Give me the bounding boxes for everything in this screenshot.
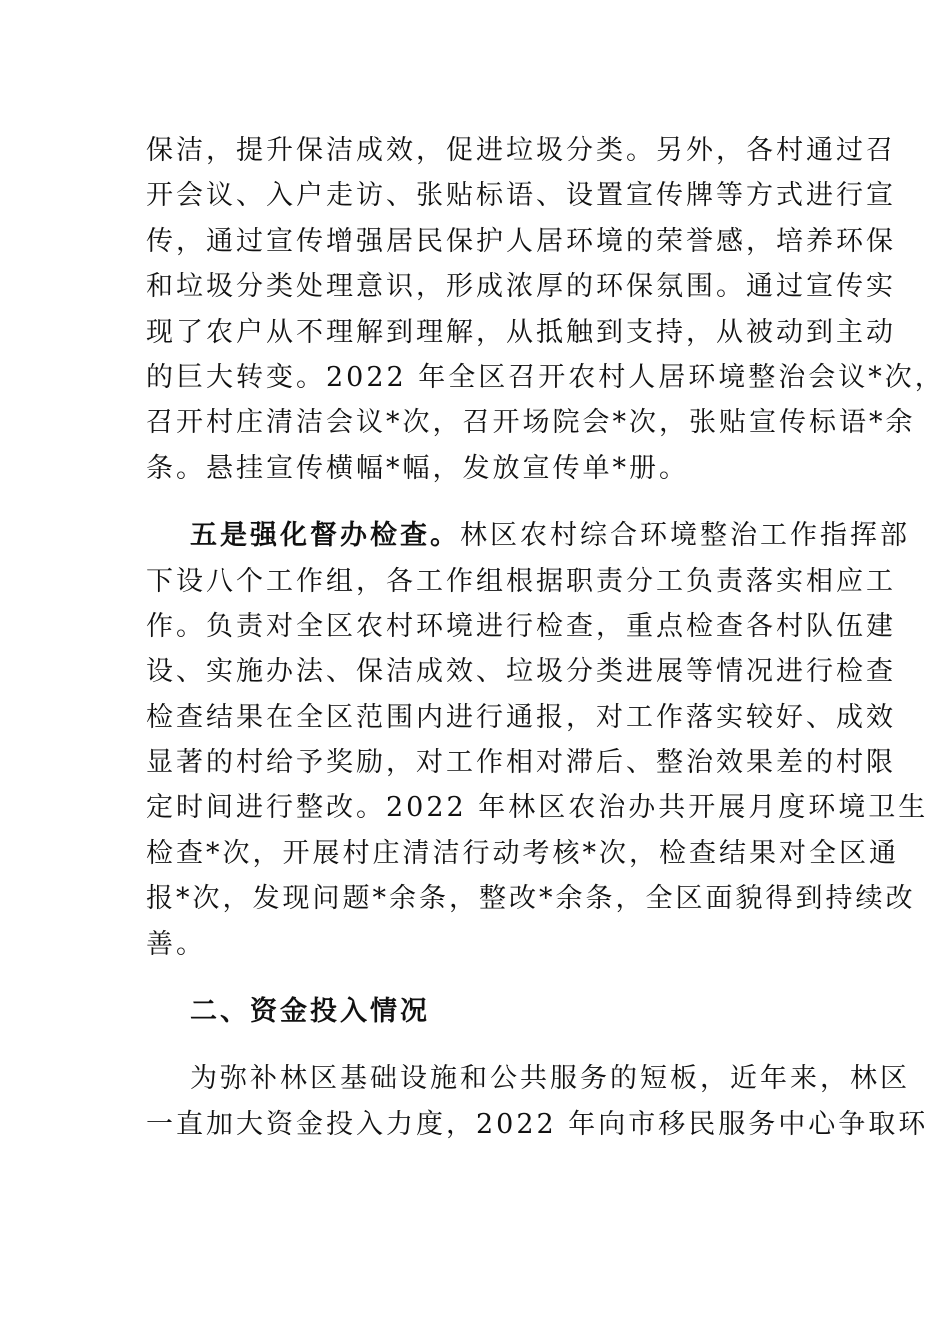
text-line: 和垃圾分类处理意识，形成浓厚的环保氛围。通过宣传实	[146, 271, 896, 303]
paragraph-lead-phrase: 五是强化督办检查。	[190, 520, 460, 552]
paragraph-spacer	[146, 967, 810, 989]
text-run: 林区农村综合环境整治工作指挥部	[460, 520, 910, 552]
text-line: 善。	[146, 928, 206, 960]
paragraph-funding	[146, 1056, 929, 1147]
text-line: 条。悬挂宣传横幅*幅，发放宣传单*册。	[146, 452, 689, 484]
text-line: 召开村庄清洁会议*次，召开场院会*次，张贴宣传标语*余	[146, 407, 916, 439]
document-page	[146, 128, 945, 1147]
text-line: 检查结果在全区范围内进行通报，对工作落实较好、成效	[146, 701, 896, 733]
text-line: 下设八个工作组，各工作组根据职责分工负责落实相应工	[146, 565, 896, 597]
text-line: 保洁，提升保洁成效，促进垃圾分类。另外，各村通过召	[146, 135, 896, 166]
paragraph-supervision	[146, 513, 929, 967]
text-line: 为弥补林区基础设施和公共服务的短板，近年来，林区	[190, 1063, 910, 1095]
text-line: 显著的村给予奖励，对工作相对滞后、整治效果差的村限	[146, 747, 896, 779]
text-line: 报*次，发现问题*余条，整改*余条，全区面貌得到持续改	[146, 883, 916, 915]
text-line: 的巨大转变。2022 年全区召开农村人居环境整治会议*次，	[146, 361, 945, 393]
text-line: 检查*次，开展村庄清洁行动考核*次，检查结果对全区通	[146, 837, 899, 869]
paragraph-spacer	[146, 491, 810, 513]
text-line: 开会议、入户走访、张贴标语、设置宣传牌等方式进行宣	[146, 180, 896, 212]
text-line: 作。负责对全区农村环境进行检查，重点检查各村队伍建	[146, 610, 896, 642]
text-line: 定时间进行整改。2022 年林区农治办共开展月度环境卫生	[146, 792, 929, 824]
paragraph-first-line	[146, 513, 910, 558]
paragraph-publicity	[146, 128, 945, 491]
section-heading: 二、资金投入情况	[190, 996, 430, 1028]
text-line: 传，通过宣传增强居民保护人居环境的荣誉感，培养环保	[146, 225, 896, 257]
text-line: 一直加大资金投入力度，2022 年向市移民服务中心争取环	[146, 1108, 929, 1140]
text-line: 现了农户从不理解到理解，从抵触到支持，从被动到主动	[146, 316, 896, 348]
paragraph-spacer	[146, 1034, 810, 1056]
text-line: 设、实施办法、保洁成效、垃圾分类进展等情况进行检查	[146, 656, 896, 688]
